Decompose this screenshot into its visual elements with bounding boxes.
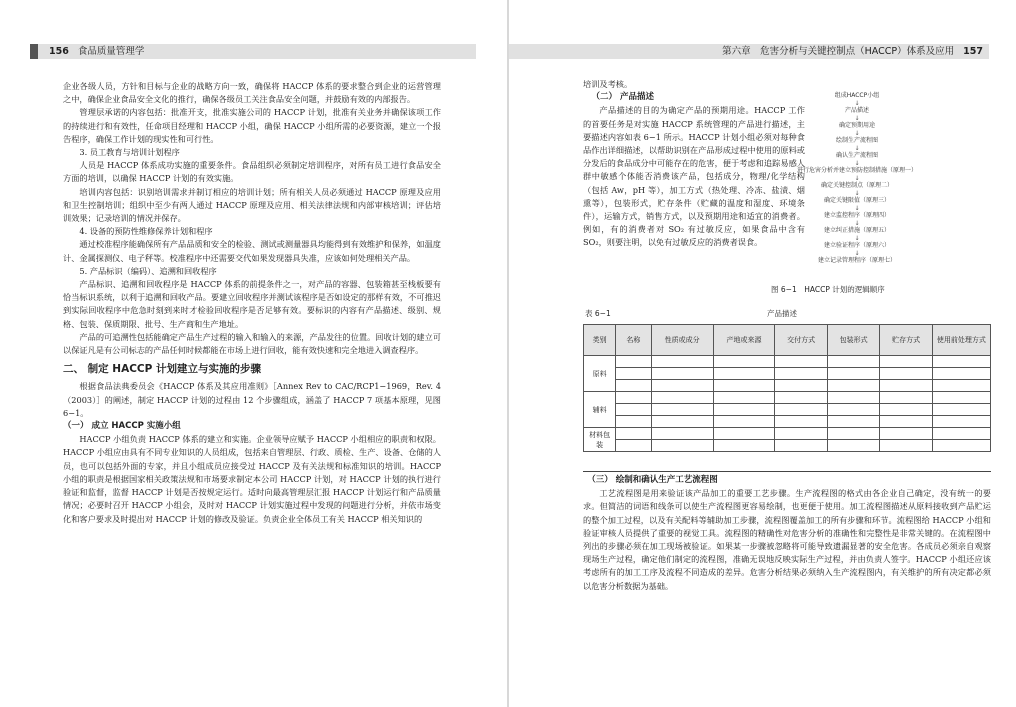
subsection-heading: （三） 绘制和确认生产工艺流程图 bbox=[587, 475, 718, 485]
arrow-down-icon: ↓ bbox=[854, 100, 860, 107]
table-header-cell: 产地或来源 bbox=[713, 325, 775, 356]
section-divider bbox=[583, 471, 991, 472]
figure-caption: 图 6−1 HACCP 计划的逻辑顺序 bbox=[771, 285, 885, 294]
flow-step: 建立验证程序（原理六） bbox=[823, 242, 890, 249]
table-row bbox=[584, 392, 991, 404]
flow-step: 组成HACCP小组 bbox=[834, 92, 880, 99]
table-row bbox=[584, 440, 991, 452]
table-row bbox=[584, 416, 991, 428]
flow-step: 建立监控程序（原理四） bbox=[823, 212, 890, 219]
flow-step: 确认生产流程图 bbox=[835, 152, 878, 159]
flow-step: 绘制生产流程图 bbox=[835, 137, 878, 144]
paragraph: HACCP 小组负责 HACCP 体系的建立和实施。企业领导应赋予 HACCP 小组相应的职责和权限。HACCP 小组应由具有不同专业知识的人员组成，包括来自管理层、行政、质检、生产、设备、仓储的人员，也可以包括外面的专家，并且小组成员应接受过 HACCP 及有关法规和标准知识的培训。HACCP 小组的职责是根据国家相关政策法规和市场要求制定本公司 HACCP 计划，对 HACCP 计划的执行进行验证和监督，监督 HACCP 计划是否按规定运行。适时向最高管理层汇报 HACCP 计划运行和产品质量情况；必要时召开 HACCP 小组会，及时对 HACCP 计划实施过程中发现的问题进行分析，并依市场变化和客户要求及时提出对 HACCP 计划的修改及验证。负责企业全体员工有关 HACCP 相关知识的 bbox=[63, 434, 441, 524]
table-row bbox=[584, 428, 991, 440]
left-running-header bbox=[30, 44, 476, 59]
subsection-heading: （一） 成立 HACCP 实施小组 bbox=[63, 421, 181, 432]
table-header-cell: 使用前处理方式 bbox=[932, 325, 990, 356]
arrow-down-icon: ↓ bbox=[854, 175, 860, 182]
section-heading: 二、 制定 HACCP 计划建立与实施的步骤 bbox=[63, 363, 261, 376]
left-page bbox=[0, 0, 507, 707]
arrow-down-icon: ↓ bbox=[854, 190, 860, 197]
item-heading: 4. 设备的预防性维修保养计划和程序 bbox=[79, 226, 213, 237]
flow-step: 产品描述 bbox=[844, 107, 869, 114]
product-description-table bbox=[583, 324, 991, 452]
left-page-number: 156 bbox=[49, 46, 69, 57]
table-header-cell: 贮存方式 bbox=[880, 325, 932, 356]
item-heading: 3. 员工教育与培训计划程序 bbox=[79, 147, 180, 158]
table-header-cell: 包装形式 bbox=[827, 325, 879, 356]
left-body-text bbox=[63, 80, 441, 526]
paragraph: 工艺流程图是用来验证该产品加工的重要工艺步骤。生产流程图的格式由各企业自己确定，没有统一的要求。但简洁的词语和线条可以使生产流程图更容易绘制，也更便于使用。加工流程图描述从原料接收到产品贮运的整个加工过程，以及有关配料等辅助加工步骤，流程图覆盖加工的所有步骤和环节。流程图给 HACCP 小组和验证审核人员提供了重要的视觉工具。流程图的精确性对危害分析的准确性和完整性是非常关键的。在流程图中列出的步骤必须在加工现场被验证。如果某一步骤被忽略将可能导致遗漏显著的安全危害。各成员必须亲自观察现场生产过程，确定他们制定的流程图，准确无误地反映实际生产过程，并由负责人签字。HACCP 小组还应该考虑所有的加工工序及流程不同造成的差异。危害分析结果必须纳入生产流程图内，有关维护的所有决定都必须以危害分析数据为基础。 bbox=[583, 488, 991, 591]
header-accent-bar bbox=[30, 44, 38, 59]
left-running-title: 食品质量管理学 bbox=[77, 46, 145, 57]
arrow-down-icon: ↓ bbox=[854, 205, 860, 212]
flow-step: 确定关键控制点（原理二） bbox=[820, 182, 893, 189]
table-row bbox=[584, 380, 991, 392]
table-title: 产品描述 bbox=[767, 309, 797, 318]
paragraph: 管理层承诺的内容包括：批准开支，批准实施公司的 HACCP 计划，批准有关业务并确保该项工作的持续进行和有效性，任命项目经理和 HACCP 小组，确保 HACCP 小组所需的必要资源，建立一个报告程序，确保工作计划的现实性和可行性。 bbox=[63, 107, 441, 144]
paragraph: 通过校准程序能确保所有产品品质和安全的检验、测试或测量器具均能得到有效维护和保养，如温度计、金属探测仪、电子秤等。校准程序中还需要交代如果发现器具失准，应该如何处理相关产品。 bbox=[63, 239, 441, 263]
right-page-number: 157 bbox=[963, 46, 983, 57]
right-page bbox=[509, 0, 1016, 707]
table-header-cell: 名称 bbox=[616, 325, 652, 356]
right-running-title: 第六章 危害分析与关键控制点（HACCP）体系及应用 bbox=[722, 46, 955, 57]
arrow-down-icon: ↓ bbox=[854, 160, 860, 167]
paragraph: 企业各级人员，方针和目标与企业的战略方向一致，确保将 HACCP 体系的要求整合到企业的运营管理之中，确保企业食品安全文化的推行，确保各级员工关注食品安全问题，并鼓励有效的内部报告。 bbox=[63, 81, 441, 105]
table-row bbox=[584, 368, 991, 380]
paragraph: 培训及考核。 bbox=[583, 79, 633, 89]
arrow-down-icon: ↓ bbox=[854, 145, 860, 152]
flow-step: 建立纠正措施（原理五） bbox=[823, 227, 890, 234]
paragraph: 人员是 HACCP 体系成功实施的重要条件。食品组织必须制定培训程序，对所有员工进行食品安全方面的培训，以确保 HACCP 计划的有效实施。 bbox=[63, 160, 441, 184]
table-label: 表 6−1 bbox=[585, 309, 611, 318]
arrow-down-icon: ↓ bbox=[854, 220, 860, 227]
table-header-cell: 性质或成分 bbox=[651, 325, 713, 356]
flow-step: 进行危害分析并建立预防控制措施（原理一） bbox=[796, 167, 917, 174]
paragraph: 培训内容包括：识别培训需求并制订相应的培训计划；所有相关人员必须通过 HACCP 原理及应用和卫生控制培训；组织中至少有两人通过 HACCP 原理及应用、相关法律法规和内部审核培训；评估培训效果；记录培训的情况并保存。 bbox=[63, 186, 441, 224]
table-header-cell: 类别 bbox=[584, 325, 616, 356]
row-label: 辅料 bbox=[584, 392, 616, 428]
flow-step: 确定关键限值（原理三） bbox=[823, 197, 890, 204]
right-running-header bbox=[509, 44, 989, 59]
paragraph: 产品描述的目的为确定产品的预期用途。HACCP 工作的首要任务是对实施 HACCP 系统管理的产品进行描述，主要描述内容如表 6−1 所示。HACCP 计划小组必须对每种食品作出详细描述，以帮助识别在产品形成过程中使用的原料或分发后的食品成分中可能存在的危害，便于考虑和追踪易感人群中敏感个体能否消费该产品，包括成分，物理/化学结构（包括 Aw，pH 等），加工方式（热处理、冷冻、盐渍、烟熏等），包装形式，贮存条件（贮藏的温度和湿度、环境条件），运输方式，销售方式，以及预期用途和适宜的消费者。例如，有的消费者对 SO₂ 有过敏反应，如果食品中含有 SO₂，则要注明，以免有过敏反应的消费者误食。 bbox=[583, 105, 805, 248]
arrow-down-icon: ↓ bbox=[854, 115, 860, 122]
arrow-down-icon: ↓ bbox=[854, 130, 860, 137]
arrow-down-icon: ↓ bbox=[854, 235, 860, 242]
table-row bbox=[584, 404, 991, 416]
flow-step: 建立记录管理程序（原理七） bbox=[817, 257, 896, 264]
table-header-row bbox=[584, 325, 991, 356]
section-three-text bbox=[583, 474, 991, 593]
item-heading: 5. 产品标识（编码）、追溯和回收程序 bbox=[79, 265, 217, 276]
paragraph: 产品标识、追溯和回收程序是 HACCP 体系的前提条件之一，对产品的容器、包装箱甚至栈板要有恰当标识系统，以利于追溯和回收产品。要建立回收程序并测试该程序是否如设定的那样有效，不可推迟到实际回收程序中危急时刻到来时才检验回收程序是否足够有效。要标识的内容有产品描述、级别、规格、包装、保质期限、批号、生产商和生产地址。 bbox=[63, 279, 441, 329]
haccp-flowchart bbox=[757, 92, 957, 265]
row-label: 材料包装 bbox=[584, 428, 616, 452]
table-header-cell: 交付方式 bbox=[775, 325, 827, 356]
arrow-down-icon: ↓ bbox=[854, 250, 860, 257]
subsection-heading: （二） 产品描述 bbox=[591, 92, 654, 103]
table-row bbox=[584, 356, 991, 368]
flow-step: 确定预期用途 bbox=[838, 122, 875, 129]
paragraph: 根据食品法典委员会《HACCP 体系及其应用准则》［Annex Rev to CAC/RCP1−1969，Rev. 4（2003）］的阐述，制定 HACCP 计划的过程由 12 个步骤组成，涵盖了 HACCP 7 项基本原理，见图 6−1。 bbox=[63, 381, 441, 418]
row-label: 原料 bbox=[584, 356, 616, 392]
section-three bbox=[583, 471, 991, 593]
paragraph: 产品的可追溯性包括能确定产品生产过程的输入和输入的来源，产品发往的位置。回收计划的建立可以保证凡是有公司标志的产品任何时候都能在市场上进行回收，能有效快速和完全地进入调查程序。 bbox=[63, 331, 441, 356]
